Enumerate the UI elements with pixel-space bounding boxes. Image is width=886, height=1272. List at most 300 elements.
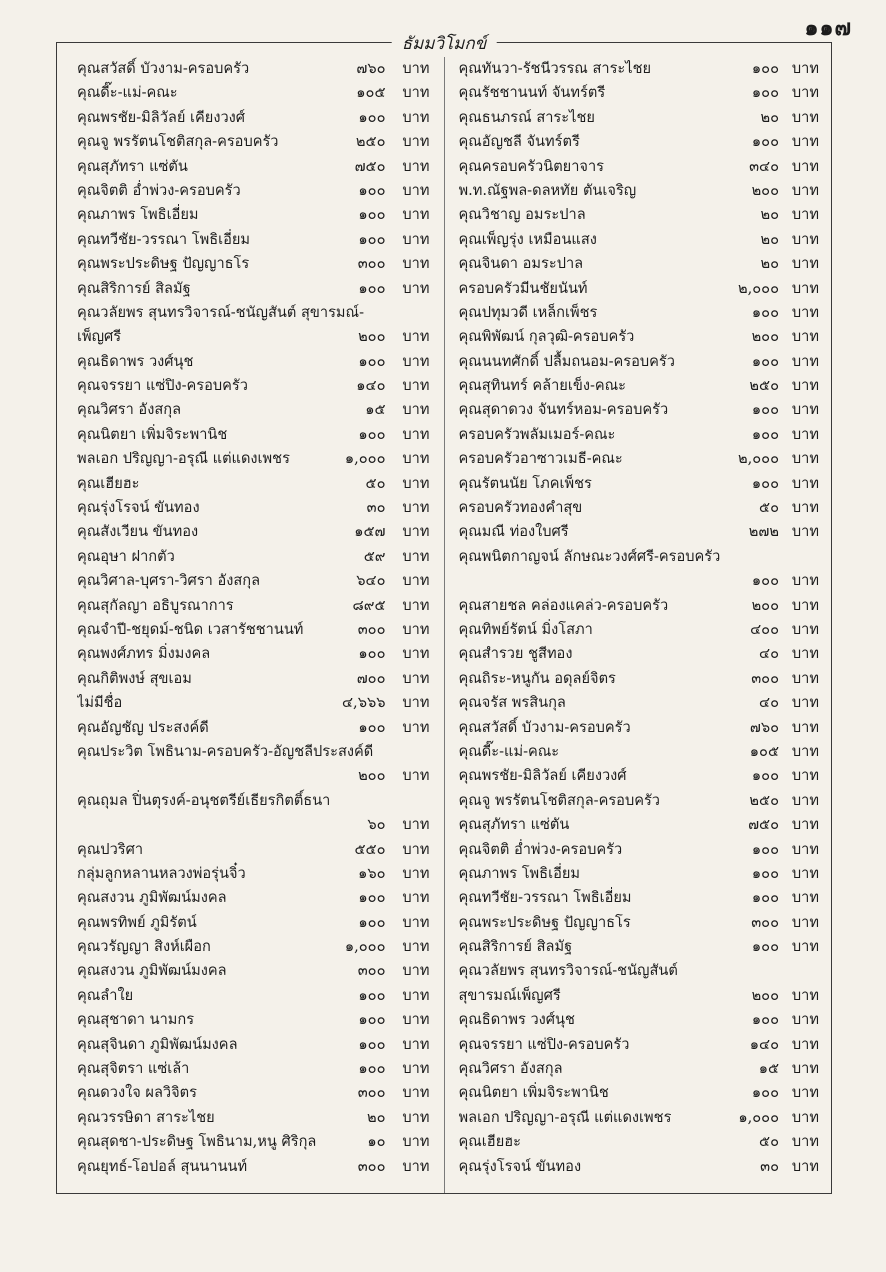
donation-amount: ๓๐๐ [751, 669, 779, 687]
right-donor-row [445, 545, 832, 569]
donation-amount: ๑๐๐ [751, 1084, 779, 1102]
donation-amount: ๘๙๕ [352, 596, 386, 614]
currency-unit: บาท [402, 1060, 430, 1078]
donor-name: คุณพิพัฒน์ กุลวุฒิ-ครอบครัว [458, 328, 635, 346]
currency-unit: บาท [791, 864, 819, 882]
currency-unit: บาท [791, 669, 819, 687]
left-donor-row [57, 447, 444, 471]
donor-name: คุณทวีชัย-วรรณา โพธิเอี่ยม [458, 889, 632, 907]
currency-unit: บาท [791, 255, 819, 273]
currency-unit: บาท [791, 596, 819, 614]
donor-name: คุณสุชาดา นามกร [77, 1011, 195, 1029]
donation-amount: ๔๐๐ [750, 620, 779, 638]
donation-amount: ๑๐๐ [358, 889, 386, 907]
donor-name: คุณธิดาพร วงศ์นุช [458, 1011, 575, 1029]
donation-amount: ๒๐ [760, 255, 779, 273]
currency-unit: บาท [402, 767, 430, 785]
right-donor-row [445, 789, 832, 813]
currency-unit: บาท [791, 791, 819, 809]
donor-name: คุณสิริการย์ สิลมัฐ [458, 938, 573, 956]
right-donor-row [445, 813, 832, 837]
donor-name: คุณถุมล ปิ่นตุรงค์-อนุชตรีย์เธียรกิตติ์ธนา [77, 791, 331, 809]
currency-unit: บาท [402, 1108, 430, 1126]
donor-name: คุณวรรษิดา สาระไชย [77, 1108, 215, 1126]
right-donor-row [445, 618, 832, 642]
left-donor-row [57, 398, 444, 422]
right-donor-row [445, 667, 832, 691]
right-column [445, 57, 832, 1193]
currency-unit: บาท [791, 352, 819, 370]
right-donor-row [445, 594, 832, 618]
donation-amount: ๑๐๐ [358, 206, 386, 224]
left-donor-row [57, 959, 444, 983]
donation-amount: ๑๐๐ [358, 645, 386, 663]
donor-name: คุณสุกัลญา อธิบูรณาการ [77, 596, 234, 614]
page-number: ๑๑๗ [804, 15, 852, 41]
currency-unit: บาท [791, 620, 819, 638]
donation-amount: ๑๐๐ [751, 60, 779, 77]
donation-amount: ๑๐๐ [358, 1035, 386, 1053]
donation-amount: ๑๐๐ [358, 913, 386, 931]
donor-name: คุณอัญชัญ ประสงค์ดี [77, 718, 209, 736]
currency-unit: บาท [791, 474, 819, 492]
currency-unit: บาท [791, 303, 819, 321]
left-donor-row [57, 350, 444, 374]
donor-name: คุณพรทิพย์ ภูมิรัตน์ [77, 913, 197, 931]
donation-amount: ๑๐๐ [358, 986, 386, 1004]
currency-unit: บาท [791, 767, 819, 785]
donor-name: คุณสำรวย ชูสีทอง [458, 645, 573, 663]
left-donor-row [57, 496, 444, 520]
donor-name: คุณวลัยพร สุนทรวิจารณ์-ชนัญสันต์ [458, 962, 678, 980]
currency-unit: บาท [402, 255, 430, 273]
left-donor-row [57, 813, 444, 837]
currency-unit: บาท [791, 889, 819, 907]
donation-amount: ๑๐๐ [358, 425, 386, 443]
donor-name: เพ็ญศรี [77, 328, 122, 346]
donation-amount: ๑๕ [365, 401, 386, 419]
donation-amount: ๒๕๐ [355, 133, 386, 151]
right-donor-row [445, 252, 832, 276]
left-donor-row [57, 1057, 444, 1081]
donation-amount: ๔๐ [759, 694, 779, 712]
currency-unit: บาท [402, 840, 430, 858]
currency-unit: บาท [791, 523, 819, 541]
donor-name: คุณรัตนนัย โภคเพ็ชร [458, 474, 592, 492]
left-donor-row [57, 81, 444, 105]
donor-name: คุณจรรยา แซ่ปิง-ครอบครัว [77, 377, 248, 395]
right-donor-row [445, 691, 832, 715]
donation-amount: ๖๐ [367, 816, 386, 834]
currency-unit: บาท [402, 328, 430, 346]
donor-name: คุณอัญชลี จันทร์ตรี [458, 133, 580, 151]
donor-name: คุณจำปี-ชยุดม์-ชนิด เวสารัชชานนท์ [77, 620, 304, 638]
currency-unit: บาท [791, 157, 819, 175]
currency-unit: บาท [791, 60, 819, 77]
right-donor-row [445, 325, 832, 349]
donation-amount: ๒๐๐ [358, 328, 386, 346]
donor-name: คุณทิพย์รัตน์ มิ่งโสภา [458, 620, 593, 638]
right-donor-row [445, 81, 832, 105]
left-column [57, 57, 445, 1193]
donor-name: คุณปวริศา [77, 840, 144, 858]
currency-unit: บาท [402, 1133, 430, 1151]
donor-name: คุณพระประดิษฐ ปัญญาธโร [77, 255, 250, 273]
currency-unit: บาท [791, 645, 819, 663]
donor-name: คุณทันวา-รัชนีวรรณ สาระไชย [458, 60, 652, 77]
donation-amount: ๓๐ [760, 1157, 779, 1175]
right-donor-row [445, 447, 832, 471]
donor-name: คุณจรัส พรสินกุล [458, 694, 566, 712]
donor-name: คุณจิตติ อ่ำพ่วง-ครอบครัว [458, 840, 623, 858]
left-donor-row [57, 911, 444, 935]
right-donor-row [445, 472, 832, 496]
donation-amount: ๒๐๐ [751, 181, 779, 199]
donor-name: คุณรุ่งโรจน์ ขันทอง [458, 1157, 582, 1175]
currency-unit: บาท [402, 450, 430, 468]
right-donor-row [445, 764, 832, 788]
donor-name: คุณสุดชา-ประดิษฐ โพธินาม,หนู ศิริกุล [77, 1133, 317, 1151]
left-donor-row [57, 130, 444, 154]
donor-name: คุณนนทศักดิ์ ปลื้มถนอม-ครอบครัว [458, 352, 675, 370]
left-donor-row [57, 935, 444, 959]
donation-amount: ๑,๐๐๐ [344, 938, 386, 956]
donor-name: คุณวิศรา อังสกุล [77, 401, 182, 419]
donor-name: คุณจินดา อมระปาล [458, 255, 584, 273]
left-donor-row [57, 618, 444, 642]
left-donor-row [57, 862, 444, 886]
right-donor-row [445, 911, 832, 935]
donor-name: คุณนิตยา เพิ่มจิระพานิช [77, 425, 228, 443]
currency-unit: บาท [402, 181, 430, 199]
currency-unit: บาท [402, 474, 430, 492]
currency-unit: บาท [791, 986, 819, 1004]
currency-unit: บาท [791, 913, 819, 931]
left-donor-row [57, 374, 444, 398]
donor-name: คุณสายชล คล่องแคล่ว-ครอบครัว [458, 596, 669, 614]
donation-amount: ๑๐๐ [751, 303, 779, 321]
donor-name: พลเอก ปริญญา-อรุณี แต่แดงเพชร [458, 1108, 672, 1126]
right-donor-row [445, 496, 832, 520]
donation-amount: ๑๐๐ [358, 1060, 386, 1078]
right-donor-row [445, 740, 832, 764]
donor-name: ครอบครัวพลัมเมอร์-คณะ [458, 425, 616, 443]
currency-unit: บาท [791, 1035, 819, 1053]
right-donor-row [445, 569, 832, 593]
currency-unit: บาท [402, 986, 430, 1004]
donor-name: คุณทวีชัย-วรรณา โพธิเอี่ยม [77, 230, 251, 248]
donor-name: คุณเพ็ญรุ่ง เหมือนแสง [458, 230, 597, 248]
left-donor-row [57, 642, 444, 666]
donation-amount: ๑๐๐ [358, 1011, 386, 1029]
donation-amount: ๑๐๐ [358, 181, 386, 199]
donor-name: คุณสงวน ภูมิพัฒน์มงคล [77, 889, 227, 907]
donation-amount: ๑,๐๐๐ [738, 1108, 779, 1126]
donation-amount: ๑๐๐ [358, 230, 386, 248]
donation-amount: ๗๕๐ [354, 157, 386, 175]
donor-name: คุณพรชัย-มิลิวัลย์ เคียงวงศ์ [458, 767, 627, 785]
donation-amount: ๒๐ [760, 230, 779, 248]
donation-amount: ๑,๐๐๐ [344, 450, 386, 468]
currency-unit: บาท [402, 596, 430, 614]
donor-name: คุณเฮียฮะ [77, 474, 140, 492]
donor-name: คุณยุทธ์-โอปอล์ สุนนานนท์ [77, 1157, 248, 1175]
donation-amount: ๒,๐๐๐ [738, 279, 779, 297]
donor-name: คุณเฮียฮะ [458, 1133, 521, 1151]
donor-name: คุณถิระ-หนูกัน อดุลย์จิตร [458, 669, 616, 687]
currency-unit: บาท [791, 1133, 819, 1151]
left-donor-row [57, 228, 444, 252]
right-donor-row [445, 374, 832, 398]
currency-unit: บาท [402, 108, 430, 126]
donor-name: คุณวลัยพร สุนทรวิจารณ์-ชนัญสันต์ สุขารมณ์- [77, 303, 365, 321]
donor-name: คุณสิริการย์ สิลมัฐ [77, 279, 191, 297]
donor-columns [57, 57, 831, 1193]
right-donor-row [445, 1057, 832, 1081]
donor-name: คุณสุภัทรา แซ่ตัน [77, 157, 188, 175]
donor-name: คุณจู พรรัตนโชติสกุล-ครอบครัว [77, 133, 279, 151]
donation-amount: ๑๐ [367, 1133, 386, 1151]
donor-name: คุณธิดาพร วงศ์นุช [77, 352, 194, 370]
currency-unit: บาท [402, 816, 430, 834]
currency-unit: บาท [402, 864, 430, 882]
left-donor-row [57, 886, 444, 910]
donation-amount: ๒๗๒ [748, 523, 779, 541]
donation-amount: ๑๐๐ [751, 767, 779, 785]
donor-name: คุณวิชาญ อมระปาล [458, 206, 586, 224]
right-donor-row [445, 886, 832, 910]
currency-unit: บาท [402, 206, 430, 224]
currency-unit: บาท [791, 840, 819, 858]
donation-amount: ๑๐๐ [358, 279, 386, 297]
donation-amount: ๕๐ [365, 474, 386, 492]
donation-amount: ๒๕๐ [749, 791, 779, 809]
currency-unit: บาท [402, 401, 430, 419]
donor-name: คุณธนภรณ์ สาระไชย [458, 108, 595, 126]
currency-unit: บาท [791, 1011, 819, 1029]
right-donor-row [445, 984, 832, 1008]
donation-amount: ๕๐ [759, 1133, 779, 1151]
left-donor-row [57, 716, 444, 740]
donation-amount: ๑๐๐ [751, 84, 779, 102]
right-donor-row [445, 301, 832, 325]
currency-unit: บาท [402, 60, 430, 77]
donation-amount: ๓๔๐ [749, 157, 779, 175]
donation-amount: ๗๕๐ [748, 816, 779, 834]
right-donor-row [445, 1155, 832, 1179]
currency-unit: บาท [791, 499, 819, 517]
donation-amount: ๗๖๐ [749, 718, 779, 736]
left-donor-row [57, 1106, 444, 1130]
donor-name: คุณนิตยา เพิ่มจิระพานิช [458, 1084, 609, 1102]
donor-name: คุณกิติพงษ์ สุขเอม [77, 669, 192, 687]
donor-name: คุณสงวน ภูมิพัฒน์มงคล [77, 962, 227, 980]
currency-unit: บาท [402, 547, 430, 565]
left-donor-row [57, 569, 444, 593]
right-donor-row [445, 1081, 832, 1105]
donor-name: คุณรุ่งโรจน์ ขันทอง [77, 499, 200, 517]
donor-name: คุณพนิตกาญจน์ ลักษณะวงศ์ศรี-ครอบครัว [458, 547, 721, 565]
currency-unit: บาท [402, 425, 430, 443]
right-donor-row [445, 959, 832, 983]
left-donor-row [57, 1008, 444, 1032]
donor-name: คุณพระประดิษฐ ปัญญาธโร [458, 913, 631, 931]
right-donor-row [445, 838, 832, 862]
right-donor-row [445, 935, 832, 959]
currency-unit: บาท [791, 742, 819, 760]
left-donor-row [57, 57, 444, 81]
left-donor-row [57, 325, 444, 349]
left-donor-row [57, 106, 444, 130]
left-donor-row [57, 252, 444, 276]
donation-amount: ๖๔๐ [356, 572, 386, 590]
donation-amount: ๓๐๐ [751, 913, 779, 931]
right-donor-row [445, 862, 832, 886]
donor-name: คุณภาพร โพธิเอี่ยม [77, 206, 199, 224]
donor-name: พลเอก ปริญญา-อรุณี แต่แดงเพชร [77, 450, 290, 468]
donor-name: คุณสวัสดิ์ บัวงาม-ครอบครัว [77, 60, 250, 77]
donation-amount: ๑๕๗ [354, 523, 386, 541]
donation-amount: ๒๐๐ [358, 767, 386, 785]
donor-name: คุณอุษา ฝากตัว [77, 547, 175, 565]
donor-name: กลุ่มลูกหลานหลวงพ่อรุ่นจิ๋ว [77, 864, 246, 882]
left-donor-row [57, 838, 444, 862]
donor-list-frame [56, 34, 832, 1194]
currency-unit: บาท [402, 157, 430, 175]
donation-amount: ๑๐๐ [751, 401, 779, 419]
currency-unit: บาท [402, 938, 430, 956]
currency-unit: บาท [791, 279, 819, 297]
donation-amount: ๓๐๐ [357, 1084, 386, 1102]
donation-amount: ๕๙ [363, 547, 386, 565]
left-donor-row [57, 984, 444, 1008]
donor-name: คุณปทุมวดี เหล็กเพ็ชร [458, 303, 598, 321]
left-donor-row [57, 764, 444, 788]
donation-amount: ๒๐๐ [751, 986, 779, 1004]
donor-name: คุณดวงใจ ผลวิจิตร [77, 1084, 197, 1102]
donation-amount: ๑๖๐ [358, 864, 386, 882]
donor-name: ครอบครัวอาซาวเมธี-คณะ [458, 450, 623, 468]
donation-amount: ๔,๖๖๖ [342, 694, 386, 712]
currency-unit: บาท [402, 133, 430, 151]
left-donor-row [57, 1081, 444, 1105]
donor-name: คุณดี๊ะ-แม่-คณะ [77, 84, 178, 102]
donation-amount: ๔๐ [759, 645, 779, 663]
currency-unit: บาท [402, 718, 430, 736]
donation-amount: ๕๕๐ [354, 840, 386, 858]
currency-unit: บาท [791, 84, 819, 102]
right-donor-row [445, 642, 832, 666]
right-donor-row [445, 106, 832, 130]
currency-unit: บาท [402, 1084, 430, 1102]
donation-amount: ๑๕ [758, 1060, 779, 1078]
donor-name: ครอบครัวมีนชัยนันท์ [458, 279, 588, 297]
left-donor-row [57, 203, 444, 227]
donation-amount: ๓๐๐ [357, 1157, 386, 1175]
left-donor-row [57, 789, 444, 813]
donation-amount: ๒๐ [760, 108, 779, 126]
right-donor-row [445, 277, 832, 301]
donation-amount: ๑๐๐ [751, 572, 779, 590]
donation-amount: ๑๔๐ [356, 377, 386, 395]
currency-unit: บาท [791, 450, 819, 468]
donor-name: คุณภาพร โพธิเอี่ยม [458, 864, 581, 882]
currency-unit: บาท [791, 1157, 819, 1175]
right-donor-row [445, 155, 832, 179]
right-donor-row [445, 350, 832, 374]
donor-name: ครอบครัวทองคำสุข [458, 499, 583, 517]
currency-unit: บาท [402, 523, 430, 541]
currency-unit: บาท [402, 377, 430, 395]
currency-unit: บาท [402, 499, 430, 517]
right-donor-row [445, 179, 832, 203]
left-donor-row [57, 667, 444, 691]
currency-unit: บาท [402, 669, 430, 687]
donor-name: คุณมณี ท่องใบศรี [458, 523, 569, 541]
left-donor-row [57, 545, 444, 569]
currency-unit: บาท [791, 425, 819, 443]
right-donor-row [445, 1033, 832, 1057]
donation-amount: ๓๐๐ [357, 620, 386, 638]
donor-name: พ.ท.ณัฐพล-ดลหทัย ตันเจริญ [458, 181, 637, 199]
right-donor-row [445, 130, 832, 154]
currency-unit: บาท [791, 938, 819, 956]
currency-unit: บาท [791, 1060, 819, 1078]
currency-unit: บาท [791, 108, 819, 126]
donation-amount: ๑๐๐ [751, 1011, 779, 1029]
currency-unit: บาท [402, 645, 430, 663]
currency-unit: บาท [402, 620, 430, 638]
left-donor-row [57, 594, 444, 618]
donor-name: คุณจู พรรัตนโชติสกุล-ครอบครัว [458, 791, 661, 809]
right-donor-row [445, 203, 832, 227]
currency-unit: บาท [791, 328, 819, 346]
left-donor-row [57, 1155, 444, 1179]
currency-unit: บาท [402, 279, 430, 297]
donation-amount: ๑๐๐ [751, 352, 779, 370]
left-donor-row [57, 301, 444, 325]
right-donor-row [445, 716, 832, 740]
donation-amount: ๑๐๐ [751, 425, 779, 443]
donor-name: คุณสุทินทร์ คล้ายเข็ง-คณะ [458, 377, 627, 395]
currency-unit: บาท [791, 718, 819, 736]
donation-amount: ๒๐๐ [751, 596, 779, 614]
left-donor-row [57, 277, 444, 301]
right-donor-row [445, 228, 832, 252]
donor-name: คุณสุดาดวง จันทร์หอม-ครอบครัว [458, 401, 669, 419]
currency-unit: บาท [791, 133, 819, 151]
currency-unit: บาท [791, 206, 819, 224]
donation-amount: ๓๐๐ [357, 962, 386, 980]
currency-unit: บาท [791, 181, 819, 199]
donation-amount: ๑๐๐ [358, 108, 386, 126]
currency-unit: บาท [791, 1084, 819, 1102]
currency-unit: บาท [402, 1011, 430, 1029]
currency-unit: บาท [402, 913, 430, 931]
donation-amount: ๑๐๐ [751, 474, 779, 492]
donor-name: คุณรัชชานนท์ จันทร์ตรี [458, 84, 606, 102]
right-donor-row [445, 1130, 832, 1154]
right-donor-row [445, 1106, 832, 1130]
donation-amount: ๒๐๐ [751, 328, 779, 346]
donor-name: คุณดี๊ะ-แม่-คณะ [458, 742, 560, 760]
donation-amount: ๓๐ [366, 499, 386, 517]
right-donor-row [445, 520, 832, 544]
donation-amount: ๒,๐๐๐ [738, 450, 779, 468]
donation-amount: ๕๐ [759, 499, 779, 517]
donation-amount: ๒๐ [760, 206, 779, 224]
donor-name: คุณสังเวียน ขันทอง [77, 523, 199, 541]
